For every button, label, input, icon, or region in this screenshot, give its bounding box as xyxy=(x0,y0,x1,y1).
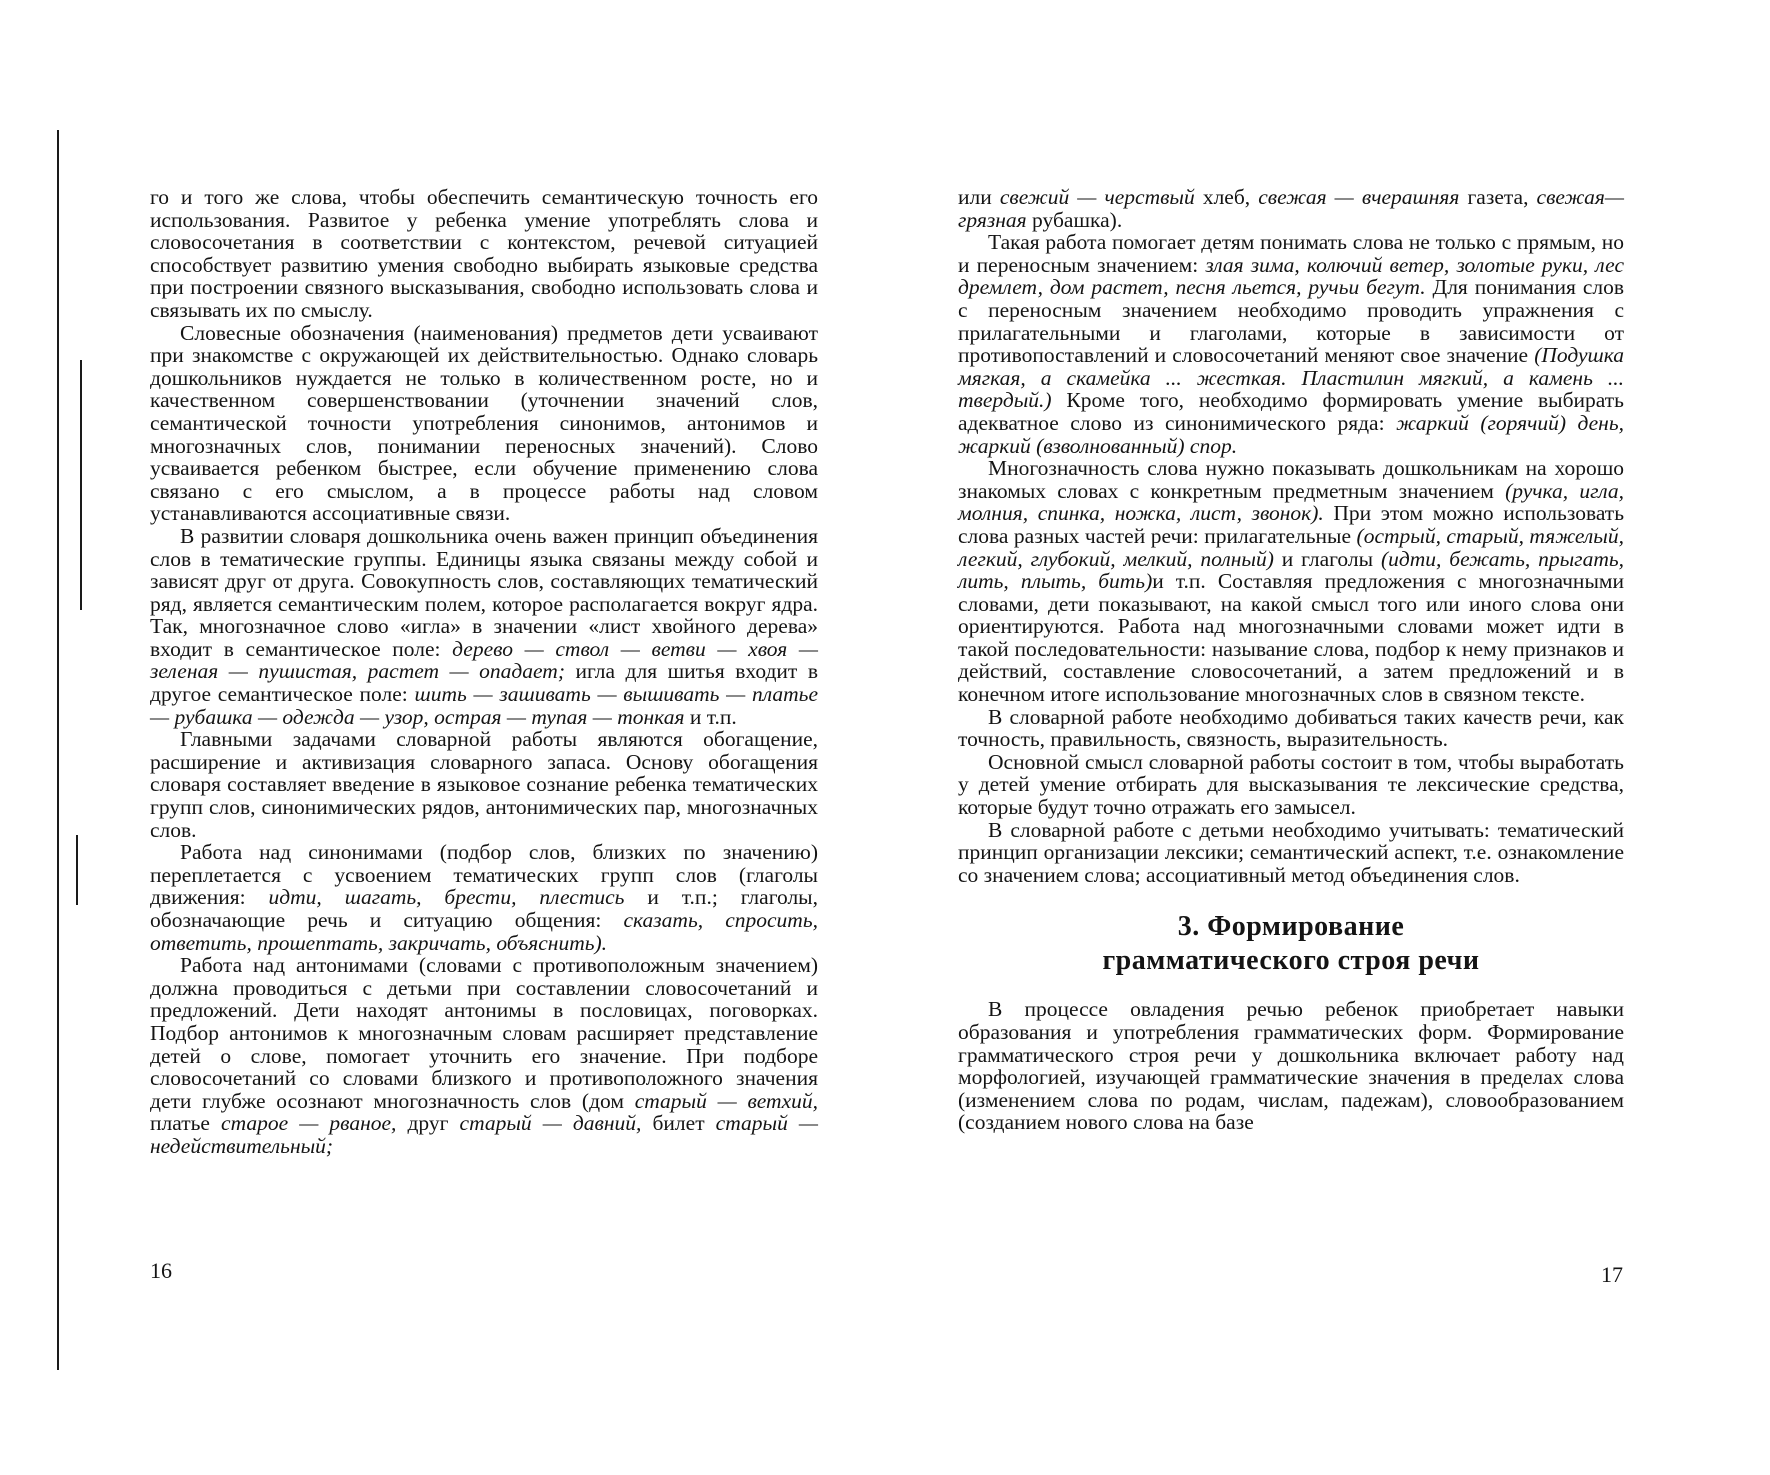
section-heading-line-2: грамматического строя речи xyxy=(1102,945,1480,977)
paragraph: Работа над синонимами (подбор слов, близких по значению) переплетается с усвоением тематических групп слов (глаголы движения: идти, шагать, брести, плестись и т.п.; глаголы, обозначающие речь и ситуацию общения: сказать, спросить, ответить, прошептать, закричать, объяснить). xyxy=(150,840,819,955)
paragraph: Такая работа помогает детям понимать слова не только с прямым, но и переносным значением: злая зима, колючий ветер, золотые руки, лес дремлет, дом растет, песня льется, ручьи бегут. Для понимания слов с переносным значением необходимо проводить упражнения с прилагательными и глаголами, которые в зависимости от противопоставлений и словосочетаний меняют свое значение (Подушка мягкая, а скамейка ... жесткая. Пластилин мягкий, а камень ... твердый.) Кроме того, необходимо формировать умение выбирать адекватное слово из синонимического ряда: жаркий (горячий) день, жаркий (взволнованный) спор. xyxy=(958,230,1624,458)
paragraph: или свежий — черствый хлеб, свежая — вчерашняя газета, свежая— грязная рубашка). xyxy=(958,185,1624,232)
italic-example: старое — рваное, xyxy=(221,1111,397,1136)
page-number-left: 16 xyxy=(150,1258,172,1283)
section-heading-line-1: 3. Формирование xyxy=(1177,911,1405,943)
italic-example: (острый, старый, тяжелый, легкий, глубокий, мелкий, полный) xyxy=(958,523,1624,571)
scan-margin-line xyxy=(76,835,78,905)
italic-example: старый — недействительный; xyxy=(150,1111,818,1158)
italic-example: свежая — вчерашняя xyxy=(1258,185,1460,209)
italic-example: дерево — ствол — ветви — хвоя — зеленая — пушистая, растет — опадает; xyxy=(150,636,818,684)
paragraph: В процессе овладения речью ребенок приобретает навыки образования и употребления грамматических форм. Формирование грамматического строя речи у дошкольника включает работу над морфологией, изучающей грамматические значения в пределах слова (изменением слова по родам, числам, падежам), словообразованием (созданием нового слова на базе xyxy=(958,997,1624,1135)
italic-example: свежий — черствый xyxy=(999,185,1195,209)
page-number-right: 17 xyxy=(1601,1262,1623,1287)
italic-example: идти, шагать, брести, плестись xyxy=(268,885,625,910)
paragraph: Словесные обозначения (наименования) предметов дети усваивают при знакомстве с окружающей их действительностью. Однако словарь дошкольников нуждается не только в количественном росте, но и качественном совершенствовании (уточнении значений слов, семантической точности употребления синонимов, антонимов и многозначных слов, понимании переносных значений). Слово усваивается ребенком быстрее, если обучение применению слова связано с его смыслом, а в процессе работы над словом устанавливаются ассоциативные связи. xyxy=(150,320,818,526)
scan-margin-line xyxy=(80,360,82,610)
italic-example: (ручка, игла, молния, спинка, ножка, лист, звонок). xyxy=(958,478,1624,526)
paragraph: Главными задачами словарной работы являются обогащение, расширение и активизация словарного запаса. Основу обогащения словаря составляет введение в языковое сознание ребенка тематических групп слов, синонимических рядов, антонимических пар, многозначных слов. xyxy=(150,727,818,842)
paragraph: го и того же слова, чтобы обеспечить семантическую точность его использования. Развитое у ребенка умение употреблять слова и словосочетания в соответствии с контекстом, речевой ситуацией способствует развитию умения свободно выбирать языковые средства при построении связного высказывания, свободно использовать слова и связывать их по смыслу. xyxy=(150,185,818,322)
left-page xyxy=(150,186,818,1158)
italic-example: старый — давний, xyxy=(459,1111,642,1136)
italic-example: (идти, бежать, прыгать, лить, плыть, бить) xyxy=(958,546,1625,594)
left-page-body xyxy=(150,186,818,1158)
paragraph: Многозначность слова нужно показывать дошкольникам на хорошо знакомых словах с конкретным предметным значением (ручка, игла, молния, спинка, ножка, лист, звонок). При этом можно использовать слова разных частей речи: прилагательные (острый, старый, тяжелый, легкий, глубокий, мелкий, полный) и глаголы (идти, бежать, прыгать, лить, плыть, бить)и т.п. Составляя предложения с многозначными словами, дети показывают, на какой смысл того или иного слова они ориентируются. Работа над многозначными словами может идти в такой последовательности: называние слова, подбор к нему признаков и действий, составление словосочетаний, а затем предложений и в конечном итоге использование многозначных слов в связном тексте. xyxy=(958,456,1625,707)
italic-example: злая зима, колючий ветер, золотые руки, лес дремлет, дом растет, песня льется, ручьи бегут. xyxy=(958,252,1624,300)
paragraph: Основной смысл словарной работы состоит в том, чтобы выработать у детей умение отбирать для высказывания те лексические средства, которые будут точно отражать его замысел. xyxy=(958,749,1624,820)
italic-example: старый — ветхий, xyxy=(634,1088,818,1113)
right-page-body-bottom xyxy=(958,998,1624,1134)
right-page xyxy=(958,186,1624,1134)
paragraph: В развитии словаря дошкольника очень важен принцип объединения слов в тематические группы. Единицы языка связаны между собой и зависят друг от друга. Совокупность слов, составляющих тематический ряд, является семантическим полем, которое располагается вокруг ядра. Так, многозначное слово «игла» в значении «лист хвойного дерева» входит в семантическое поле: дерево — ствол — ветви — хвоя — зеленая — пушистая, растет — опадает; игла для шитья входит в другое семантическое поле: шить — зашивать — вышивать — платье — рубашка — одежда — узор, острая — тупая — тонкая и т.п. xyxy=(150,523,818,729)
paragraph: Работа над антонимами (словами с противоположным значением) должна проводиться с детьми при составлении словосочетаний и предложений. Дети находят антонимы в пословицах, поговорках. Подбор антонимов к многозначным словам расширяет представление детей о слове, помогает уточнить его значение. При подборе словосочетаний со словами близкого и противоположного значения дети глубже осознают многозначность слов (дом старый — ветхий, платье старое — рваное, друг старый — давний, билет старый — недействительный; xyxy=(150,953,818,1158)
paragraph: В словарной работе с детьми необходимо учитывать: тематический принцип организации лексики; семантический аспект, т.е. ознакомление со значением слова; ассоциативный метод объединения слов. xyxy=(958,817,1624,887)
right-page-body-top xyxy=(958,186,1624,886)
section-heading xyxy=(958,910,1624,978)
scan-margin-line xyxy=(57,130,59,1370)
italic-example: жаркий (горячий) день, жаркий (взволнованный) спор. xyxy=(958,410,1624,458)
italic-example: сказать, спросить, ответить, прошептать, закричать, объяснить). xyxy=(150,908,818,955)
italic-example: (Подушка мягкая, а скамейка ... жесткая. Пластилин мягкий, а камень ... твердый.) xyxy=(958,343,1624,413)
italic-example: свежая— грязная xyxy=(958,185,1624,232)
paragraph: В словарной работе необходимо добиваться таких качеств речи, как точность, правильность, связность, выразительность. xyxy=(958,704,1624,752)
italic-example: шить — зашивать — вышивать — платье — рубашка — одежда — узор, острая — тупая — тонкая xyxy=(150,682,818,729)
